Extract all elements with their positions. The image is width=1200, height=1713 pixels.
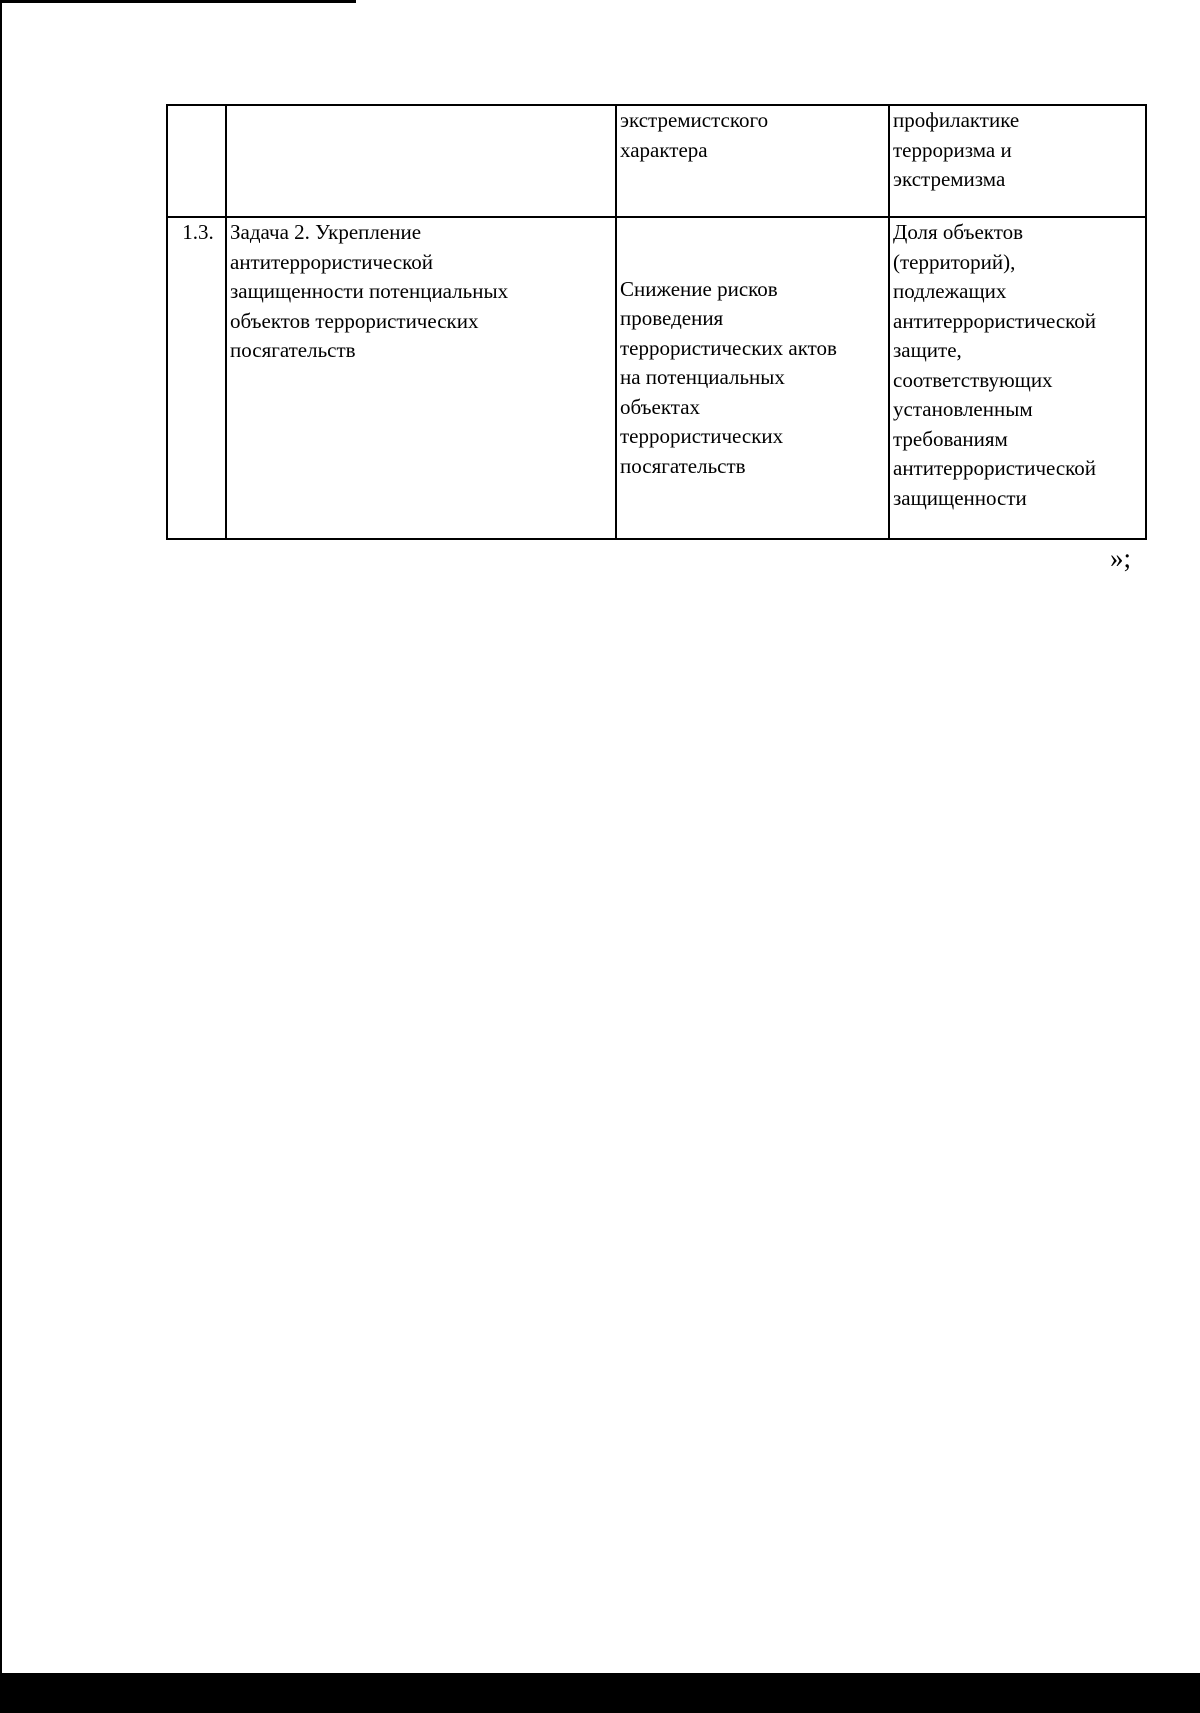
row-number-cell [167,105,226,217]
cell-text-line: терроризма и [893,137,1012,162]
task-cell [226,217,616,539]
cell-text-line: профилактике [893,108,1020,132]
task-cell [226,105,616,217]
cell-text-line: соответствующих [893,367,1053,392]
closing-quote: »; [1110,543,1132,573]
cell-text-line: подлежащих [893,279,1007,303]
row-number-cell: 1.3. [167,217,226,539]
cell-text-line: требованиям [893,426,1008,451]
cell-text-line: террористических актов [620,335,837,360]
scan-top-line [0,0,356,3]
cell-text-line: экстремистского [620,108,769,132]
cell-text-line: посягательств [230,338,356,362]
indicator-cell [889,105,1146,217]
program-table [166,104,1147,540]
cell-text-line: на потенциальных [620,365,785,390]
cell-text-line: установленным [893,397,1033,421]
cell-text-line: объектах [620,394,701,419]
cell-text-line: защищенности [893,485,1027,510]
cell-text-line: защищенности потенциальных [230,279,509,303]
cell-text-line: антитеррористической [893,456,1097,480]
scan-bottom-bar [0,1673,1200,1713]
cell-text-line: экстремизма [893,167,1006,191]
cell-text-line: террористических [620,424,784,449]
cell-text-line: характера [620,137,708,162]
table-row [167,105,1146,217]
cell-text-line: посягательств [620,453,746,478]
table-row [167,217,1146,539]
scan-left-edge [0,0,2,1713]
cell-text-line: (территорий), [893,249,1016,274]
cell-text-line: объектов террористических [230,308,479,333]
cell-text-line: антитеррористической [893,308,1097,333]
cell-text-line: защите, [893,338,962,362]
result-cell [616,105,889,217]
cell-text-line: антитеррористической [230,249,434,274]
cell-text-line: Снижение рисков [620,276,778,301]
indicator-cell [889,217,1146,539]
cell-text-line: проведения [620,306,724,331]
cell-text-line: Задача 2. Укрепление [230,220,422,244]
cell-text-line: Доля объектов [893,220,1024,244]
result-cell [616,217,889,539]
